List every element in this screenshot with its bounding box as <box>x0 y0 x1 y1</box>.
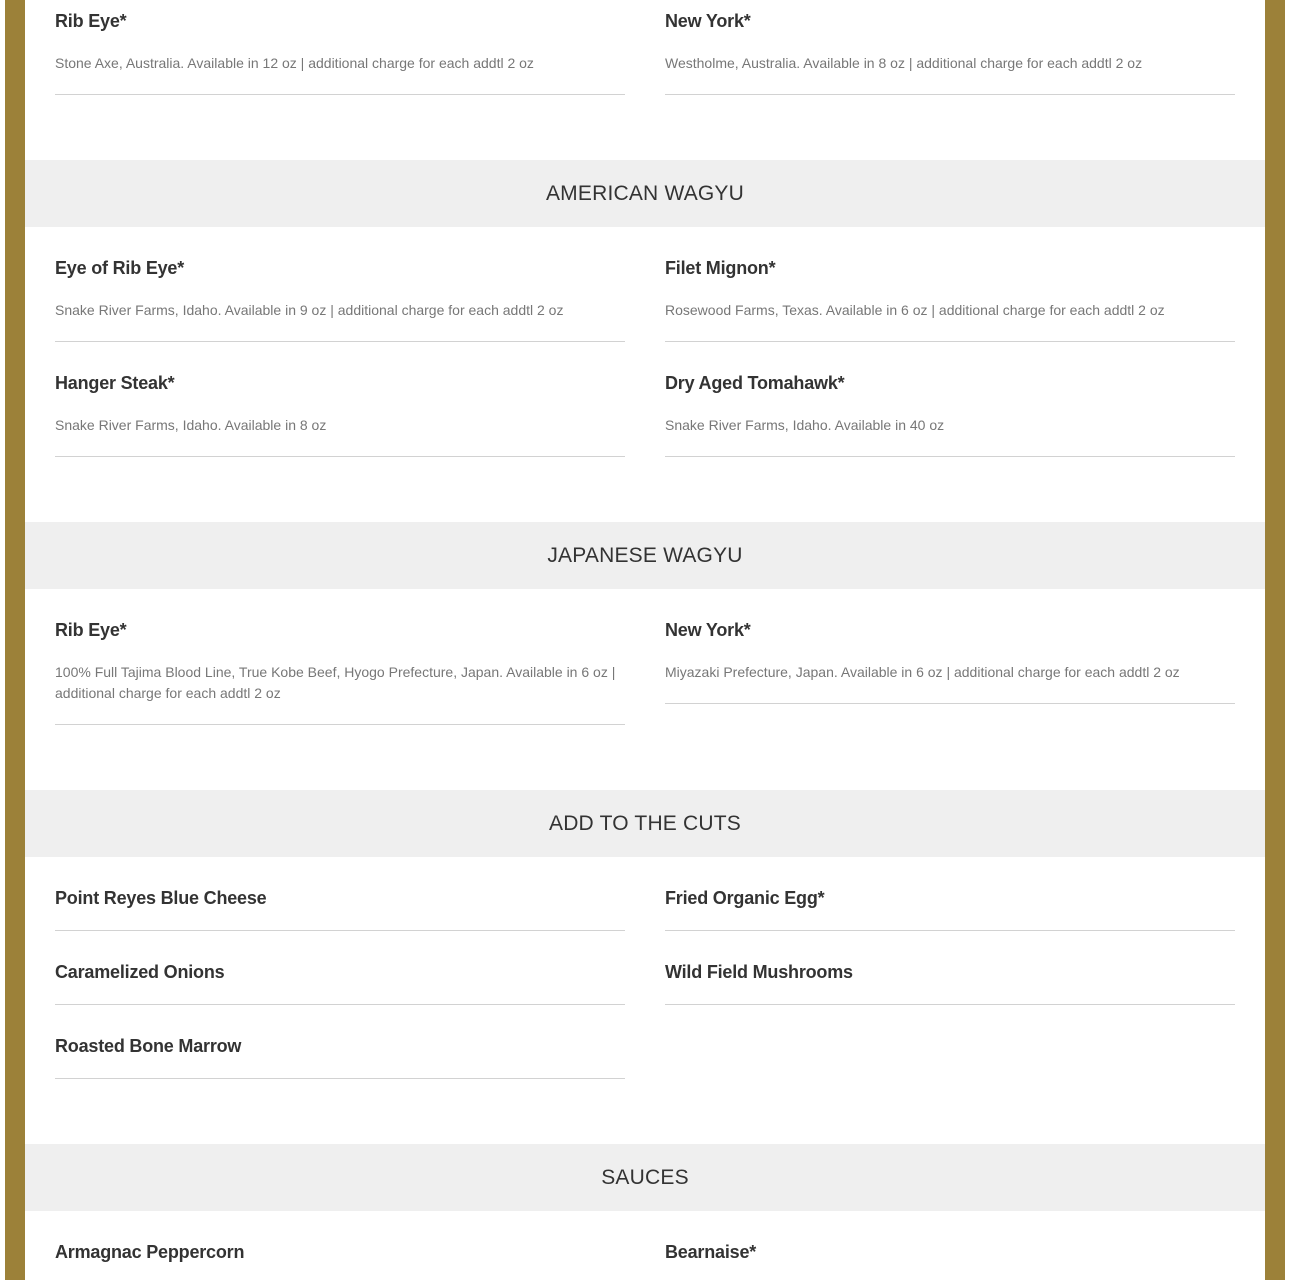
menu-item-filet-mignon[interactable] <box>665 258 1235 342</box>
menu-item-description: Miyazaki Prefecture, Japan. Available in 6 oz | additional charge for each addtl 2 oz <box>665 664 1180 680</box>
menu-item-new-york-miyazaki[interactable] <box>665 620 1235 704</box>
menu-item-name: Rib Eye* <box>55 620 127 640</box>
section-title: JAPANESE WAGYU <box>547 543 743 567</box>
addon-item-wild-mushrooms[interactable] <box>665 962 1235 1005</box>
section-header-american-wagyu <box>25 160 1265 227</box>
menu-item-description: Snake River Farms, Idaho. Available in 40 oz <box>665 417 945 433</box>
addon-item-caramelized-onions[interactable] <box>55 962 625 1005</box>
addon-item-bone-marrow[interactable] <box>55 1036 625 1079</box>
section-header-japanese-wagyu <box>25 522 1265 589</box>
menu-item-description: 100% Full Tajima Blood Line, True Kobe Beef, Hyogo Prefecture, Japan. Available in 6 oz | additional charge for each addtl 2 oz <box>55 664 616 701</box>
menu-item-description: Westholme, Australia. Available in 8 oz | additional charge for each addtl 2 oz <box>665 55 1143 71</box>
menu-item-description: Snake River Farms, Idaho. Available in 9 oz | additional charge for each addtl 2 oz <box>55 302 564 318</box>
sauce-item-armagnac-peppercorn[interactable] <box>55 1242 625 1280</box>
sauce-item-bearnaise[interactable] <box>665 1242 1235 1280</box>
menu-item-name: Fried Organic Egg* <box>665 888 825 908</box>
menu-content <box>25 0 1265 1280</box>
menu-item-description: Snake River Farms, Idaho. Available in 8 oz <box>55 417 327 433</box>
menu-item-name: Hanger Steak* <box>55 373 175 393</box>
section-title: AMERICAN WAGYU <box>545 181 745 205</box>
menu-item-eye-of-rib-eye[interactable] <box>55 258 625 342</box>
menu-item-rib-eye-kobe[interactable] <box>55 620 625 725</box>
menu-item-name: Eye of Rib Eye* <box>55 258 185 278</box>
menu-item-hanger-steak[interactable] <box>55 373 625 457</box>
menu-item-name: Point Reyes Blue Cheese <box>55 888 267 908</box>
menu-item-name: Armagnac Peppercorn <box>55 1242 245 1262</box>
menu-item-name: Roasted Bone Marrow <box>55 1036 242 1056</box>
menu-item-name: New York* <box>665 11 751 31</box>
addon-item-fried-egg[interactable] <box>665 888 1235 931</box>
addon-item-blue-cheese[interactable] <box>55 888 625 931</box>
section-header-add-to-the-cuts <box>25 790 1265 857</box>
section-header-sauces <box>25 1144 1265 1211</box>
menu-item-description: Stone Axe, Australia. Available in 12 oz | additional charge for each addtl 2 oz <box>55 55 534 71</box>
menu-item-name: Filet Mignon* <box>665 258 776 278</box>
menu-item-name: Bearnaise* <box>665 1242 757 1262</box>
menu-item-rib-eye-australia[interactable] <box>55 11 625 95</box>
page-margin-right <box>1285 0 1310 1280</box>
gold-border-left <box>5 0 25 1280</box>
menu-item-name: Wild Field Mushrooms <box>665 962 853 982</box>
menu-item-name: Rib Eye* <box>55 11 127 31</box>
menu-item-name: Dry Aged Tomahawk* <box>665 373 845 393</box>
menu-item-dry-aged-tomahawk[interactable] <box>665 373 1235 457</box>
menu-item-name: Caramelized Onions <box>55 962 225 982</box>
menu-item-description: Rosewood Farms, Texas. Available in 6 oz | additional charge for each addtl 2 oz <box>665 302 1165 318</box>
menu-item-new-york-australia[interactable] <box>665 11 1235 95</box>
section-title: ADD TO THE CUTS <box>548 811 742 835</box>
menu-item-name: New York* <box>665 620 751 640</box>
section-title: SAUCES <box>601 1165 689 1189</box>
gold-border-right <box>1265 0 1285 1280</box>
